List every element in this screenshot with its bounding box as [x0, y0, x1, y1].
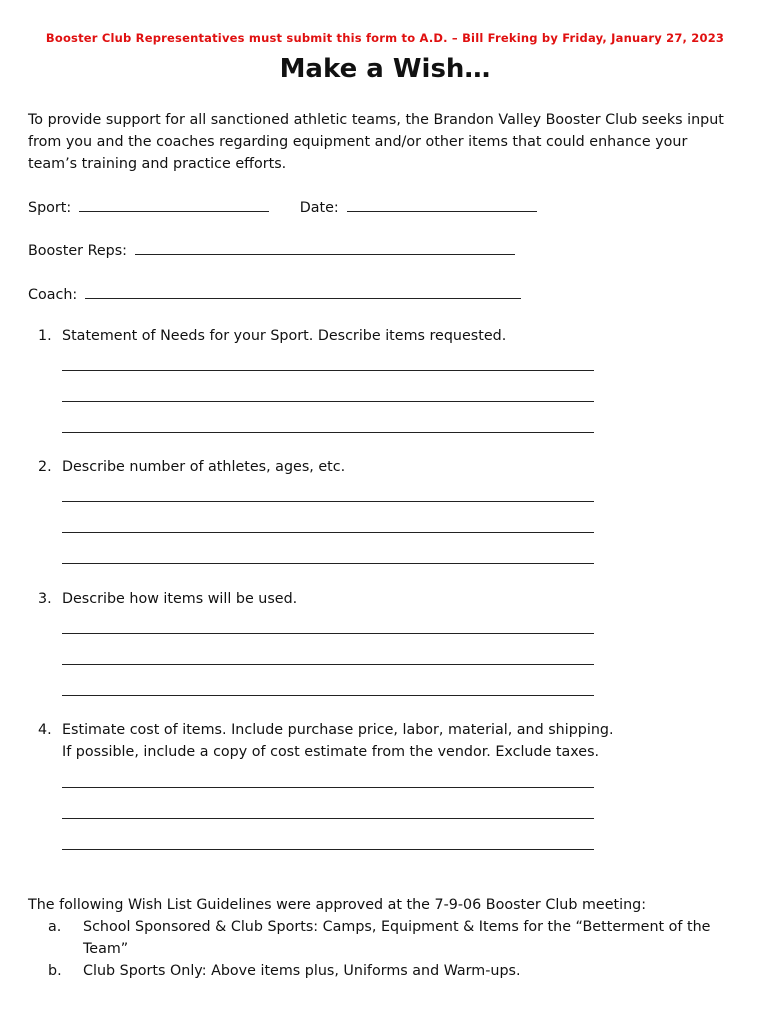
submission-notice: Booster Club Representatives must submit this form to A.D. – Bill Freking by Friday, January 27, 2023	[45, 31, 725, 45]
question-text-continued: If possible, include a copy of cost estimate from the vendor. Exclude taxes.	[62, 744, 600, 760]
wish-list-guidelines	[28, 894, 740, 982]
question-number: 2.	[38, 459, 52, 475]
question-text: Estimate cost of items. Include purchase price, labor, material, and shipping.	[62, 722, 614, 738]
guideline-item	[28, 916, 740, 960]
answer-line[interactable]	[62, 818, 594, 819]
question-number: 4.	[38, 722, 52, 738]
answer-line[interactable]	[62, 563, 594, 564]
guideline-marker: b.	[48, 963, 62, 979]
answer-line[interactable]	[62, 370, 594, 371]
date-field[interactable]	[347, 197, 537, 212]
answer-line[interactable]	[62, 664, 594, 665]
coach-label: Coach:	[28, 287, 78, 303]
answer-line[interactable]	[62, 432, 594, 433]
question-number: 1.	[38, 328, 52, 344]
page-title: Make a Wish…	[279, 54, 491, 84]
booster-reps-field[interactable]	[135, 240, 515, 255]
answer-line[interactable]	[62, 633, 594, 634]
guideline-text: School Sponsored & Club Sports: Camps, Equipment & Items for the “Betterment of the Team”	[83, 919, 711, 957]
date-label: Date:	[299, 200, 339, 216]
question-number: 3.	[38, 591, 52, 607]
intro-paragraph: To provide support for all sanctioned athletic teams, the Brandon Valley Booster Club seeks input from you and the coaches regarding equipment and/or other items that could enhance your team’s training and practice efforts.	[28, 112, 724, 172]
guidelines-intro: The following Wish List Guidelines were approved at the 7-9-06 Booster Club meeting:	[28, 897, 647, 913]
coach-field[interactable]	[85, 284, 521, 299]
answer-line[interactable]	[62, 532, 594, 533]
question-text: Statement of Needs for your Sport. Describe items requested.	[62, 328, 507, 344]
answer-line[interactable]	[62, 401, 594, 402]
question-4	[38, 719, 678, 763]
booster-reps-label: Booster Reps:	[28, 243, 128, 259]
question-text: Describe number of athletes, ages, etc.	[62, 459, 346, 475]
answer-line[interactable]	[62, 787, 594, 788]
guideline-marker: a.	[48, 919, 62, 935]
guideline-text: Club Sports Only: Above items plus, Uniforms and Warm-ups.	[83, 963, 521, 979]
sport-date-row	[28, 197, 537, 216]
sport-label: Sport:	[28, 200, 72, 216]
booster-reps-row	[28, 240, 515, 259]
answer-line[interactable]	[62, 501, 594, 502]
question-2	[38, 456, 678, 478]
answer-line[interactable]	[62, 695, 594, 696]
coach-row	[28, 284, 521, 303]
question-3	[38, 588, 678, 610]
question-1	[38, 325, 678, 347]
answer-line[interactable]	[62, 849, 594, 850]
question-text: Describe how items will be used.	[62, 591, 298, 607]
sport-field[interactable]	[79, 197, 269, 212]
guideline-item	[28, 960, 740, 982]
